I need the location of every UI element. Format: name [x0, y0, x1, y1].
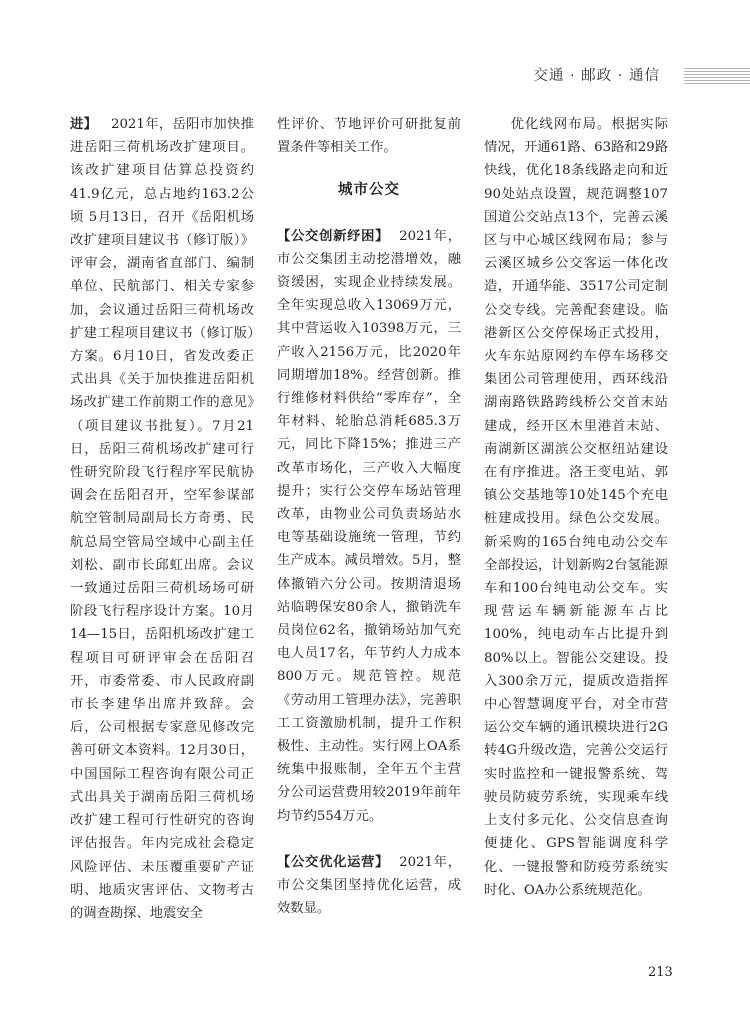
text-column-2 — [277, 113, 461, 921]
paragraph-continuation: 性评价、节地评价可研批复前置条件等相关工作。 — [277, 117, 461, 156]
paragraph-lead: 进】 — [70, 117, 98, 132]
text-column-1 — [70, 113, 254, 925]
paragraph-lead: 【公交优化运营】 — [277, 854, 390, 870]
paragraph-body: 2021年，岳阳市加快推进岳阳三荷机场改扩建项目。该改扩建项目估算总投资约41.9亿元，总占地约163.2公顷 5月13日，召开《岳阳机场改扩建项目建议书（修订版）》评审会，湖南省直部门、编制单位、民航部门、相关专家参加，会议通过岳阳三荷机场改扩建工程项目建议书（修订版）方案。6月10日，省发改委正式出具《关于加快推进岳阳机场改扩建工作前期工作的意见》（项目建议书批复）。7月21日，岳阳三荷机场改扩建可行性研究阶段飞行程序军民航协调会在岳阳召开，空军参谋部航空管制局副局长方奇勇、民航总局空管局空域中心副主任刘松、副市长邱虹出席。会议一致通过岳阳三荷机场场可研阶段飞行程序设计方案。10月14—15日，岳阳机场改扩建工程项目可研评审会在岳阳召开，市委常委、市人民政府副市长李建华出席并致辞。会后，公司根据专家意见修改完善可研文本资料。12月30日，中国国际工程咨询有限公司正式出具关于湖南岳阳三荷机场改扩建工程可行性研究的咨询评估报告。年内完成社会稳定风险评估、未压覆重要矿产证明、地质灾害评估、文物考古的调查勘探、地震安全 — [70, 117, 254, 921]
paragraph-lead: 【公交创新纾困】 — [277, 228, 390, 244]
running-header — [0, 64, 750, 88]
section-header: 交通 · 邮政 · 通信 — [533, 68, 660, 84]
page-number: 213 — [648, 965, 673, 980]
paragraph-body: 2021年，市公交集团坚持优化运营，成效数显。 — [277, 854, 461, 917]
paragraph-network-optimization: 优化线网布局。根据实际情况，开通61路、63路和29路快线，优化18条线路走向和近90处站点设置，规范调整107国道公交站点13个，完善云溪区与中心城区线网布局；参与云溪区城乡公交客运一体化改造，开通华能、3517公司定制公交专线。完善配套建设。临港新区公交停保场正式投用，火车东站原网约车停车场移交集团公司管理使用，西环线沿湖南路铁路跨线桥公交首末站建成，经开区木里港首末站、南湖新区湖滨公交枢纽站建设在有序推进。洛王变电站、郭镇公交基地等10处145个充电桩建成投用。绿色公交发展。新采购的165台纯电动公交车全部投运，计划新购2台氢能源车和100台纯电动公交车。实现营运车辆新能源车占比100%，纯电动车占比提升到80%以上。智能公交建设。投入300余万元，提质改造指挥中心智慧调度平台，对全市营运公交车辆的通讯模块进行2G转4G升级改造，完善公交运行实时监控和一键报警系统、驾驶员防疲劳系统，实现乘车线上支付多元化、公交信息查询便捷化、GPS智能调度科学化、一键报警和防疫劳系统实时化、OA办公系统规范化。 — [484, 117, 668, 898]
paragraph-body: 2021年，市公交集团主动挖潜增效，融资缓困，实现企业持续发展。全年实现总收入13069万元，其中营运收入10398万元，三产收入2156万元，比2020年同期增加18%。经营创新。推行维修材料供给“零库存”，全年材料、轮胎总消耗685.3万元，同比下降15%；推进三产改革市场化，三产收入大幅度提升；实行公交停车场站管理改革，由物业公司负责场站水电等基础设施统一管理，节约生产成本。减员增效。5月，整体撤销六分公司。按期清退场站临聘保安80余人，撤销洗车员岗位62名，撤销场站加气充电人员17名，年节约人力成本800万元。规范管控。规范《劳动用工管理办法》，完善职工工资激励机制，提升工作积极性、主动性。实行网上OA系统集中报账制，全年五个主营分公司运营费用较2019年前年均节约554万元。 — [277, 228, 461, 824]
paragraph-airport-expansion — [70, 113, 254, 925]
header-decorative-lines — [684, 68, 750, 84]
paragraph-bus-optimization — [277, 851, 461, 921]
paragraph-bus-innovation — [277, 225, 461, 828]
section-title: 城市公交 — [338, 182, 400, 199]
text-column-3 — [484, 113, 668, 902]
